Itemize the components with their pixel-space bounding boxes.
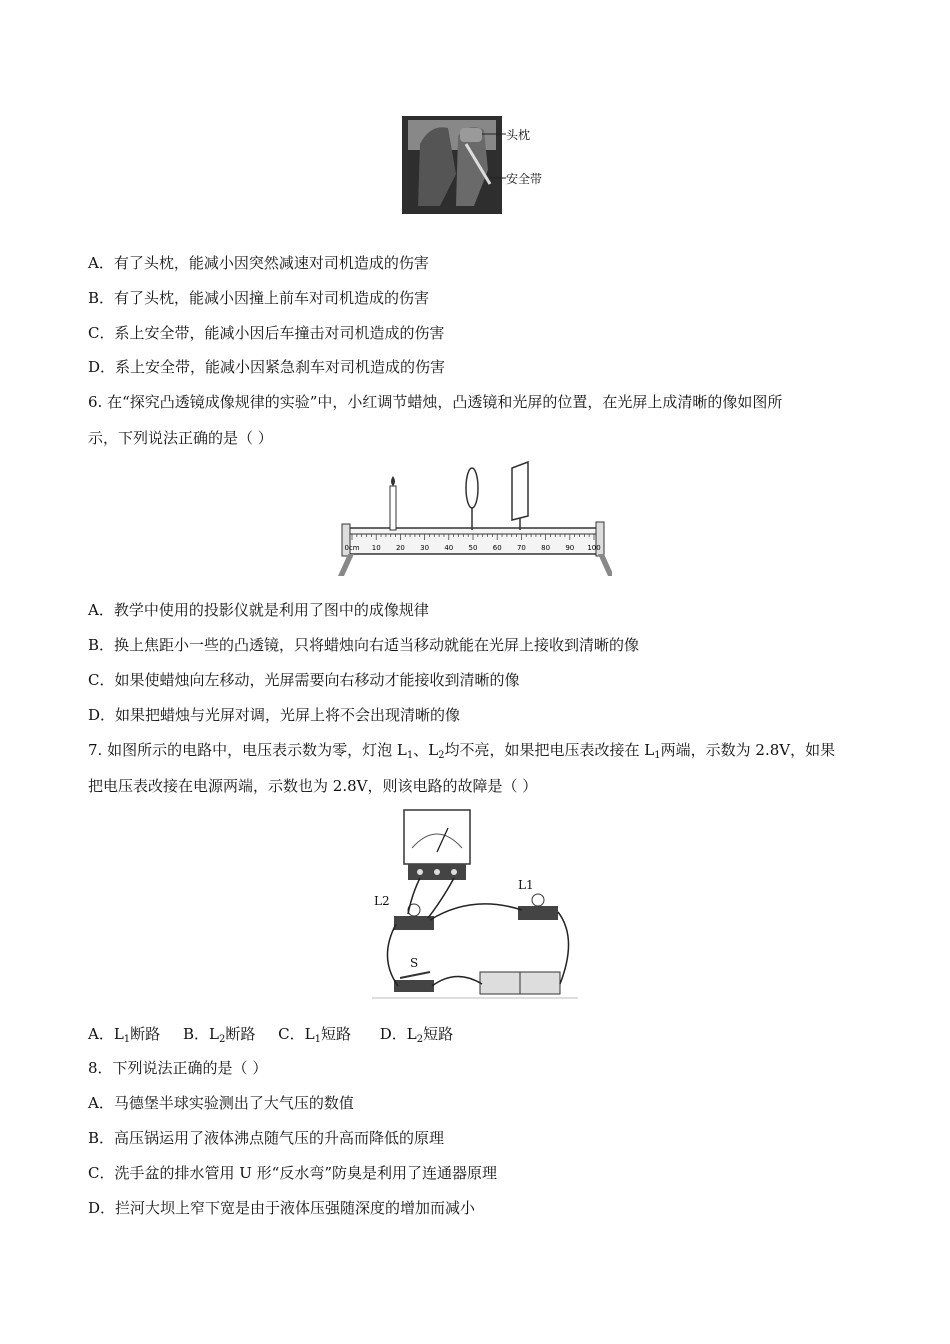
circuit-illustration bbox=[372, 808, 578, 1002]
candle bbox=[390, 486, 396, 530]
q6-option-c: C．如果使蜡烛向左移动，光屏需要向右移动才能接收到清晰的像 bbox=[88, 671, 520, 689]
q6-option-a: A．教学中使用的投影仪就是利用了图中的成像规律 bbox=[88, 601, 429, 619]
q7-stem-part-b: 、L bbox=[413, 741, 439, 759]
q6-option-b: B．换上焦距小一些的凸透镜，只将蜡烛向右适当移动就能在光屏上接收到清晰的像 bbox=[88, 636, 640, 654]
convex-lens bbox=[466, 468, 478, 508]
q7-option-b: B．$L_2$断路 bbox=[182, 1025, 256, 1045]
candle-flame bbox=[391, 476, 395, 486]
ruler-tick-label: 40 bbox=[444, 544, 454, 552]
switch-base bbox=[394, 980, 434, 992]
light-screen bbox=[512, 462, 528, 520]
headrest-label: 头枕 bbox=[506, 128, 531, 142]
car-seat-figure bbox=[400, 114, 552, 216]
q5-option-b: B．有了头枕，能减小因撞上前车对司机造成的伤害 bbox=[88, 289, 430, 307]
q5-option-d: D．系上安全带，能减小因紧急刹车对司机造成的伤害 bbox=[88, 358, 446, 376]
q8-stem: 8．下列说法正确的是（ ） bbox=[88, 1059, 268, 1077]
bulb-l2-base bbox=[394, 916, 434, 930]
ruler-tick-label: 0cm bbox=[344, 544, 360, 552]
ruler-tick-label: 100 bbox=[587, 544, 601, 552]
q7-stem-sub2: 2 bbox=[438, 750, 445, 761]
seatbelt-label: 安全带 bbox=[506, 172, 543, 186]
q7-option-c: C．$L_1$短路 bbox=[278, 1025, 351, 1045]
ruler-tick-label: 50 bbox=[468, 544, 478, 552]
q7-stem-line2: 把电压表改接在电源两端，示数也为 2.8V，则该电路的故障是（ ） bbox=[88, 777, 538, 795]
q6-stem-line2: 示，下列说法正确的是（ ） bbox=[88, 429, 273, 447]
optical-bench-illustration bbox=[332, 458, 612, 580]
optical-bench-figure bbox=[332, 458, 612, 580]
q7-stem-line1 bbox=[88, 740, 835, 766]
q7-option-d: D．$L_2$短路 bbox=[379, 1025, 454, 1045]
q8-option-c: C．洗手盆的排水管用 U 形“反水弯”防臭是利用了连通器原理 bbox=[88, 1164, 497, 1182]
q7-stem-part-d: 两端，示数为 2.8V，如果 bbox=[660, 741, 836, 759]
q6-option-d: D．如果把蜡烛与光屏对调，光屏上将不会出现清晰的像 bbox=[88, 706, 461, 724]
q8-option-d: D．拦河大坝上窄下宽是由于液体压强随深度的增加而减小 bbox=[88, 1199, 476, 1217]
q7-stem-part-a: 7. 如图所示的电路中，电压表示数为零，灯泡 L bbox=[88, 741, 407, 759]
q5-option-c: C．系上安全带，能减小因后车撞击对司机造成的伤害 bbox=[88, 324, 445, 342]
ruler-tick-label: 60 bbox=[492, 544, 502, 552]
bulb-l1 bbox=[532, 894, 544, 906]
q7-options bbox=[88, 1024, 453, 1050]
ruler-tick-label: 90 bbox=[565, 544, 575, 552]
bulb-l1-base bbox=[518, 906, 558, 920]
circuit-figure bbox=[372, 808, 578, 1002]
q7-stem-sub3: 1 bbox=[654, 750, 661, 761]
ruler-tick-label: 80 bbox=[541, 544, 551, 552]
q7-stem-part-c: 均不亮，如果把电压表改接在 L bbox=[444, 741, 655, 759]
headrest-shape bbox=[460, 128, 482, 142]
q7-stem-sub1: 1 bbox=[406, 750, 414, 761]
voltmeter-body bbox=[404, 810, 470, 864]
label-l1: L1 bbox=[518, 878, 534, 892]
bench-right-leg bbox=[598, 554, 612, 576]
q7-option-a: A．$L_1$断路 bbox=[88, 1025, 161, 1045]
ruler-tick-label: 10 bbox=[371, 544, 381, 552]
label-l2: L2 bbox=[374, 894, 390, 908]
q6-stem-line1: 6. 在“探究凸透镜成像规律的实验”中，小红调节蜡烛，凸透镜和光屏的位置，在光屏上成清晰的像如图所 bbox=[88, 393, 783, 411]
q8-option-b: B．高压锅运用了液体沸点随气压的升高而降低的原理 bbox=[88, 1129, 445, 1147]
switch-lever bbox=[400, 972, 430, 978]
q5-option-a: A．有了头枕，能减小因突然减速对司机造成的伤害 bbox=[88, 254, 429, 272]
ruler-tick-label: 70 bbox=[516, 544, 526, 552]
ruler-tick-label: 30 bbox=[420, 544, 430, 552]
ruler-tick-label: 20 bbox=[395, 544, 405, 552]
label-switch: S bbox=[410, 956, 419, 970]
q8-option-a: A．马德堡半球实验测出了大气压的数值 bbox=[88, 1094, 354, 1112]
bench-left-leg bbox=[338, 554, 354, 576]
